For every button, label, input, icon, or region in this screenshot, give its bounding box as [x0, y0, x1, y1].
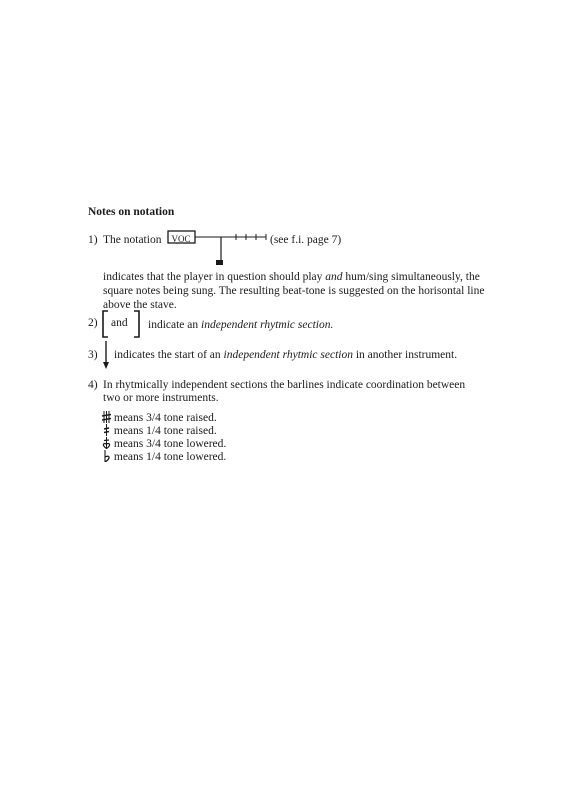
right-bracket-icon: [134, 311, 139, 337]
square-note: [216, 260, 223, 265]
item2-text: indicate an independent rhytmic section.: [148, 319, 334, 331]
accidental-desc: means 3/4 tone lowered.: [113, 438, 227, 450]
page-heading: Notes on notation: [88, 206, 175, 218]
voc-label: VOC: [171, 234, 191, 244]
item1-number: 1): [88, 234, 98, 246]
item1-desc-line2: square notes being sung. The resulting beat-tone is suggested on the horisontal line: [103, 285, 485, 297]
accidental-row: [102, 450, 226, 465]
item1-desc-line1: indicates that the player in question should play and hum/sing simultaneously, the: [103, 271, 480, 283]
accidental-desc: means 3/4 tone raised.: [113, 412, 217, 424]
quarter-flat-icon: [102, 450, 111, 462]
quarter-sharp-icon: [102, 424, 111, 436]
accidental-desc: means 1/4 tone lowered.: [113, 451, 227, 463]
item1-lead: The notation: [103, 234, 162, 246]
item4-line1: In rhytmically independent sections the barlines indicate coordination between: [103, 379, 466, 391]
item3-number: 3): [88, 349, 98, 361]
three-quarter-flat-icon: [102, 437, 111, 449]
item1-see-ref: (see f.i. page 7): [270, 234, 342, 246]
left-bracket-icon: [103, 311, 108, 337]
three-quarter-sharp-icon: [102, 411, 111, 423]
item2-and-word: and: [111, 317, 128, 329]
accidental-desc: means 1/4 tone raised.: [113, 425, 217, 437]
item1-desc-line3: above the stave.: [103, 299, 177, 311]
item2-number: 2): [88, 317, 98, 329]
down-arrow-icon: [101, 340, 111, 370]
item3-text: indicates the start of an independent rhytmic section in another instrument.: [114, 349, 458, 361]
item4-number: 4): [88, 379, 98, 391]
item4-line2: two or more instruments.: [103, 392, 219, 404]
